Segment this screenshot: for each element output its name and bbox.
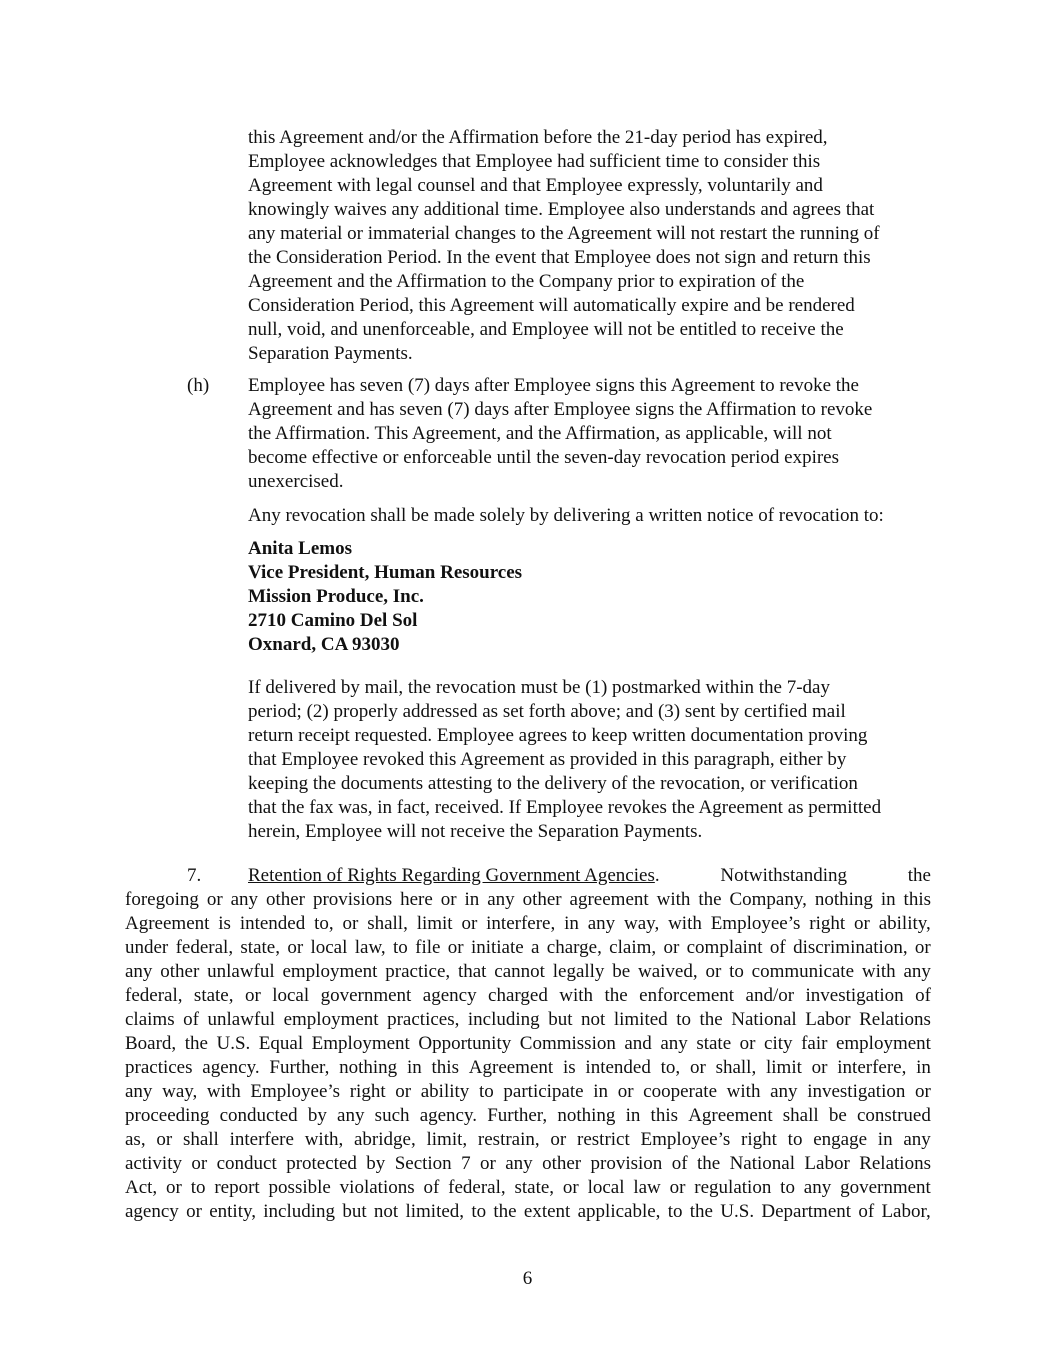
item-h-paragraph bbox=[248, 374, 938, 494]
paragraph-line: the Affirmation. This Agreement, and the Affirmation, as applicable, will not bbox=[248, 423, 832, 444]
address-line: Anita Lemos bbox=[248, 538, 352, 559]
paragraph-line: that the fax was, in fact, received. If Employee revokes the Agreement as permitted bbox=[248, 797, 882, 818]
section-7-line: claims of unlawful employment practices, including but not limited to the National Labor Relations bbox=[125, 1009, 931, 1030]
section-7-line: proceeding conducted by any such agency. Further, nothing in this Agreement shall be construed bbox=[125, 1105, 931, 1126]
paragraph-line: Separation Payments. bbox=[248, 343, 413, 364]
paragraph-line: Consideration Period, this Agreement will automatically expire and be rendered bbox=[248, 295, 855, 316]
paragraph-line: period; (2) properly addressed as set forth above; and (3) sent by certified mail bbox=[248, 701, 846, 722]
paragraph-line: herein, Employee will not receive the Separation Payments. bbox=[248, 821, 703, 842]
paragraph-line: the Consideration Period. In the event that Employee does not sign and return this bbox=[248, 247, 871, 268]
paragraph-line: this Agreement and/or the Affirmation before the 21-day period has expired, bbox=[248, 127, 828, 148]
paragraph-line: unexercised. bbox=[248, 471, 344, 492]
section-7-line: as, or shall interfere with, abridge, limit, restrain, or restrict Employee’s right to engage in any bbox=[125, 1129, 931, 1150]
address-line: Vice President, Human Resources bbox=[248, 562, 523, 583]
section-7-body bbox=[125, 888, 931, 1224]
paragraph-line: If delivered by mail, the revocation must be (1) postmarked within the 7-day bbox=[248, 677, 830, 698]
item-h-label: (h) bbox=[187, 375, 210, 396]
paragraph-line: Agreement and the Affirmation to the Company prior to expiration of the bbox=[248, 271, 805, 292]
section-7-line: agency or entity, including but not limited, to the extent applicable, to the U.S. Department of Labor, bbox=[125, 1201, 931, 1222]
section-7-line: Act, or to report possible violations of federal, state, or local law or regulation to any government bbox=[125, 1177, 931, 1198]
section-7-line: any other unlawful employment practice, that cannot legally be waived, or to communicate with any bbox=[125, 961, 931, 982]
section-7-line: activity or conduct protected by Section 7 or any other provision of the National Labor Relations bbox=[125, 1153, 931, 1174]
paragraph-line: knowingly waives any additional time. Employee also understands and agrees that bbox=[248, 199, 875, 220]
section-7-line: foregoing or any other provisions here or in any other agreement with the Company, nothing in this bbox=[125, 889, 931, 910]
section-7-second-word: the bbox=[907, 865, 931, 886]
paragraph-line: Agreement with legal counsel and that Employee expressly, voluntarily and bbox=[248, 175, 823, 196]
mail-revocation-paragraph bbox=[248, 676, 938, 844]
section-7-first-line bbox=[248, 864, 931, 888]
section-7-first-word: Notwithstanding bbox=[720, 865, 848, 886]
section-7-heading: Retention of Rights Regarding Government Agencies bbox=[248, 865, 655, 886]
continued-paragraph bbox=[248, 126, 938, 366]
section-7-line: any way, with Employee’s right or ability to participate in or cooperate with any investigation or bbox=[125, 1081, 931, 1102]
revocation-intro: Any revocation shall be made solely by delivering a written notice of revocation to: bbox=[248, 505, 884, 526]
paragraph-line: Agreement and has seven (7) days after Employee signs the Affirmation to revoke bbox=[248, 399, 873, 420]
paragraph-line: Employee has seven (7) days after Employee signs this Agreement to revoke the bbox=[248, 375, 859, 396]
section-7-line: Board, the U.S. Equal Employment Opportunity Commission and any state or city fair employment bbox=[125, 1033, 931, 1054]
address-line: 2710 Camino Del Sol bbox=[248, 610, 418, 631]
paragraph-line: return receipt requested. Employee agrees to keep written documentation proving bbox=[248, 725, 868, 746]
section-7-number: 7. bbox=[187, 865, 202, 886]
paragraph-line: Employee acknowledges that Employee had sufficient time to consider this bbox=[248, 151, 821, 172]
section-7-line: practices agency. Further, nothing in this Agreement is intended to, or shall, limit or interfere, in bbox=[125, 1057, 931, 1078]
section-7-line: federal, state, or local government agency charged with the enforcement and/or investigation of bbox=[125, 985, 931, 1006]
paragraph-line: null, void, and unenforceable, and Employee will not be entitled to receive the bbox=[248, 319, 844, 340]
paragraph-line: keeping the documents attesting to the delivery of the revocation, or verification bbox=[248, 773, 858, 794]
paragraph-line: that Employee revoked this Agreement as provided in this paragraph, either by bbox=[248, 749, 847, 770]
revocation-address bbox=[248, 537, 522, 657]
section-7-heading-punct: . bbox=[654, 865, 660, 886]
address-line: Mission Produce, Inc. bbox=[248, 586, 424, 607]
paragraph-line: any material or immaterial changes to the Agreement will not restart the running of bbox=[248, 223, 880, 244]
section-7-line: under federal, state, or local law, to file or initiate a charge, claim, or complaint of discrimination, or bbox=[125, 937, 931, 958]
paragraph-line: become effective or enforceable until the seven-day revocation period expires bbox=[248, 447, 840, 468]
page-number: 6 bbox=[522, 1268, 533, 1289]
section-7-line: Agreement is intended to, or shall, limit or interfere, in any way, with Employee’s right or ability, bbox=[125, 913, 931, 934]
address-line: Oxnard, CA 93030 bbox=[248, 634, 400, 655]
